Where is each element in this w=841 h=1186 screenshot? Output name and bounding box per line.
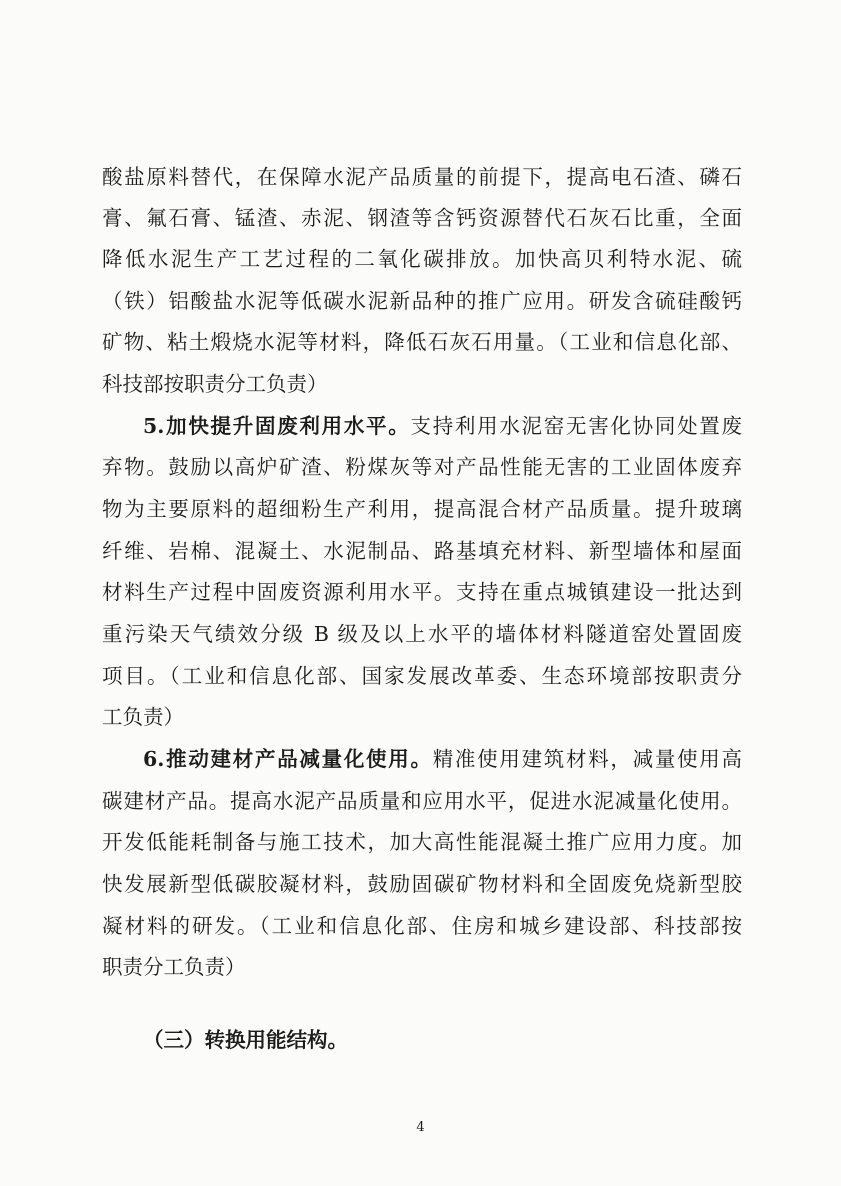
item-5-first-line-text: 支持利用水泥窑无害化协同处置废: [410, 414, 742, 438]
paragraph-line: 酸盐原料替代，在保障水泥产品质量的前提下，提高电石渣、磷石: [102, 165, 742, 189]
paragraph-line: 科技部按职责分工负责）: [102, 372, 328, 396]
paragraph-line: 矿物、粘土煅烧水泥等材料，降低石灰石用量。（工业和信息化部、: [102, 330, 742, 354]
page-number: 4: [416, 1120, 425, 1135]
item-6-line: 碳建材产品。提高水泥产品质量和应用水平，促进水泥减量化使用。: [102, 789, 742, 813]
item-5-line: 项目。（工业和信息化部、国家发展改革委、生态环境部按职责分: [102, 664, 742, 688]
item-6-line: 职责分工负责）: [102, 955, 246, 979]
item-6-line: 快发展新型低碳胶凝材料，鼓励固碳矿物材料和全固废免烧新型胶: [102, 872, 742, 896]
item-5-line: 纤维、岩棉、混凝土、水泥制品、路基填充材料、新型墙体和屋面: [102, 539, 742, 563]
item-6-heading: 6.推动建材产品减量化使用。: [143, 747, 433, 771]
item-5-line: 物为主要原料的超细粉生产利用，提高混合材产品质量。提升玻璃: [102, 497, 742, 521]
item-5-line: 弃物。鼓励以高炉矿渣、粉煤灰等对产品性能无害的工业固体废弃: [102, 455, 742, 479]
item-6-line: 开发低能耗制备与施工技术，加大高性能混凝土推广应用力度。加: [102, 830, 742, 854]
paragraph-line: （铁）铝酸盐水泥等低碳水泥新品种的推广应用。研发含硫硅酸钙: [102, 289, 742, 313]
item-6-first-line-text: 精准使用建筑材料，减量使用高: [432, 747, 742, 771]
item-6-line: 凝材料的研发。（工业和信息化部、住房和城乡建设部、科技部按: [102, 914, 742, 938]
item-5-line: 重污染天气绩效分级 B 级及以上水平的墙体材料隧道窑处置固废: [102, 622, 742, 646]
item-5-first-line: [143, 407, 742, 445]
item-6-first-line: [143, 740, 742, 778]
item-5-line: 材料生产过程中固废资源利用水平。支持在重点城镇建设一批达到: [102, 580, 742, 604]
section-heading: （三）转换用能结构。: [143, 1028, 348, 1052]
paragraph-line: 膏、氟石膏、锰渣、赤泥、钢渣等含钙资源替代石灰石比重，全面: [102, 206, 742, 230]
paragraph-line: 降低水泥生产工艺过程的二氧化碳排放。加快高贝利特水泥、硫: [102, 247, 742, 271]
item-5-heading: 5.加快提升固废利用水平。: [143, 414, 411, 438]
item-5-line: 工负责）: [102, 705, 184, 729]
